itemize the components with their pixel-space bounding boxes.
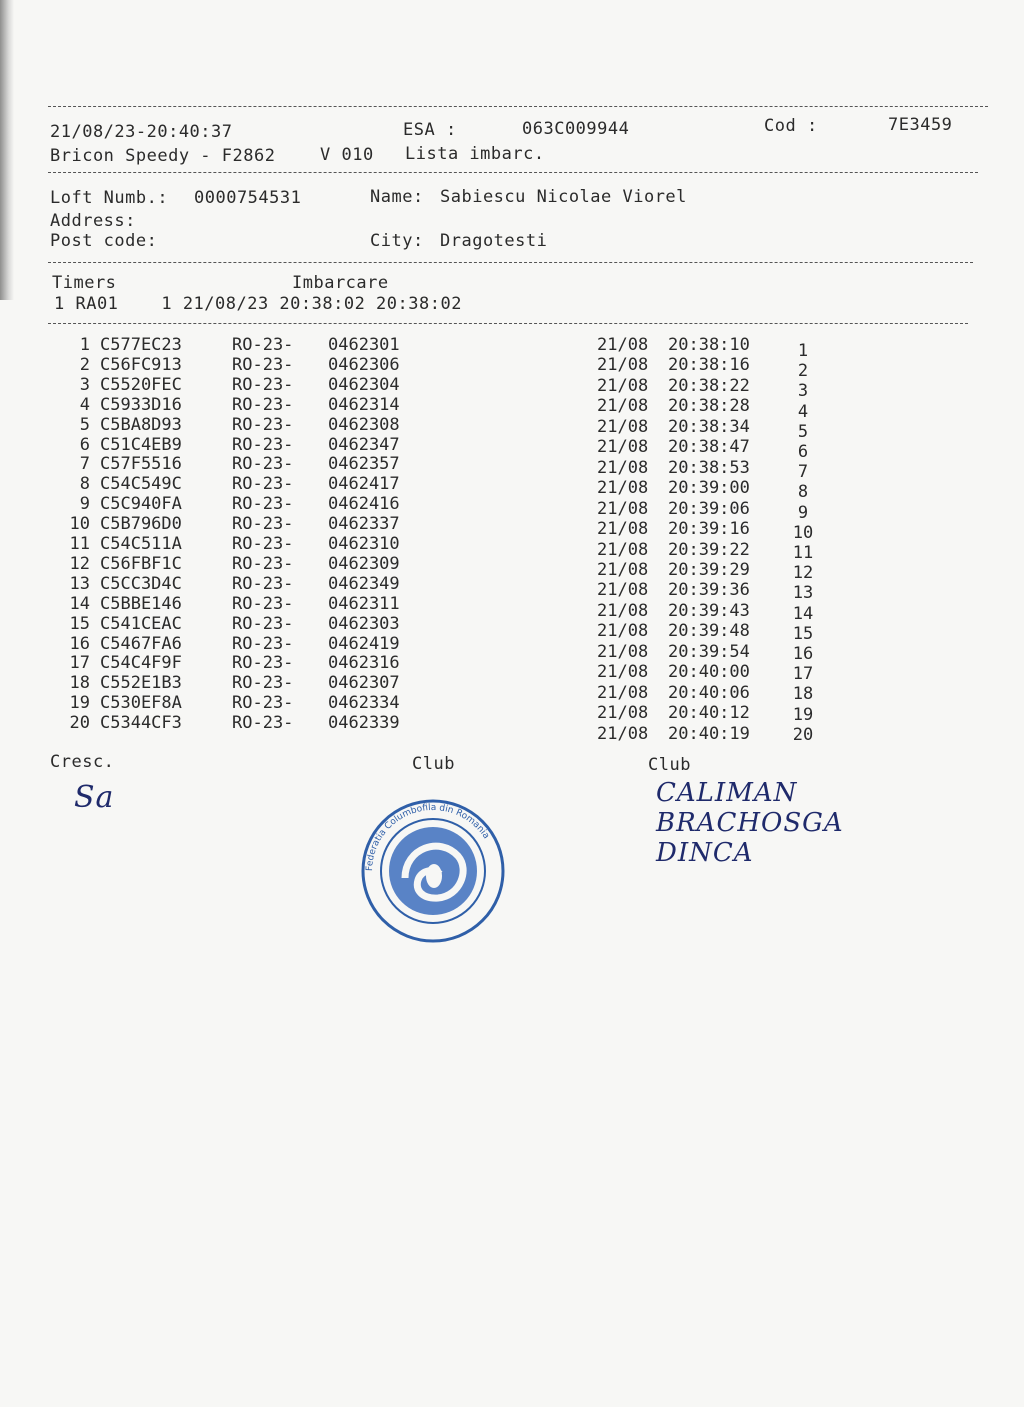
bird-index: 10 xyxy=(69,514,90,535)
club-label: Club xyxy=(412,754,455,774)
sequence-number: 14 xyxy=(792,603,814,624)
bird-index: 12 xyxy=(69,553,90,574)
arrival-date: 21/08 xyxy=(597,498,649,519)
ring-prefix: RO-23- xyxy=(232,593,294,614)
arrival-time: 20:40:06 xyxy=(668,682,750,703)
bird-index: 15 xyxy=(69,613,90,634)
ring-number: 0462337 xyxy=(328,514,400,535)
ring-number: 0462316 xyxy=(328,653,400,674)
ring-prefix: RO-23- xyxy=(232,553,294,574)
ring-prefix: RO-23- xyxy=(232,613,294,634)
bird-index: 7 xyxy=(79,454,90,475)
ring-number: 0462303 xyxy=(328,613,400,634)
paper-edge-shadow xyxy=(0,0,14,300)
ring-code: C530EF8A xyxy=(100,693,182,714)
ring-number: 0462311 xyxy=(328,593,400,614)
club-stamp xyxy=(360,798,506,944)
ring-code: C552E1B3 xyxy=(100,673,182,694)
sequence-number: 5 xyxy=(797,421,809,442)
bird-index: 1 xyxy=(79,335,90,355)
arrival-time: 20:39:54 xyxy=(668,641,750,662)
loft-label: Loft Numb.: xyxy=(50,188,169,208)
bird-row xyxy=(0,454,1024,483)
ring-number: 0462349 xyxy=(328,573,400,594)
name-label: Name: xyxy=(370,187,424,207)
arrival-date: 21/08 xyxy=(597,457,649,478)
ring-prefix: RO-23- xyxy=(232,434,294,455)
ring-code: C5CC3D4C xyxy=(100,573,182,594)
ring-code: C54C549C xyxy=(100,474,182,495)
arrival-date: 21/08 xyxy=(597,335,649,355)
sequence-number: 16 xyxy=(792,644,814,664)
bird-row xyxy=(0,434,1024,462)
arrival-time: 20:39:06 xyxy=(668,498,750,519)
arrival-date: 21/08 xyxy=(597,396,649,417)
cresc-label: Cresc. xyxy=(50,752,115,772)
bird-index: 11 xyxy=(69,534,90,554)
bird-index: 14 xyxy=(69,593,90,614)
club-label: Club xyxy=(648,755,691,775)
address-label: Address: xyxy=(50,211,136,231)
arrival-date: 21/08 xyxy=(597,682,649,703)
ring-code: C5467FA6 xyxy=(100,633,182,654)
loft-number: 0000754531 xyxy=(194,188,302,208)
arrival-time: 20:39:36 xyxy=(668,580,750,601)
firmware-version: V 010 xyxy=(320,145,374,165)
list-title: Lista imbarc. xyxy=(405,144,545,164)
owner-name: Sabiescu Nicolae Viorel xyxy=(440,187,687,207)
arrival-time: 20:40:19 xyxy=(668,723,750,744)
arrival-date: 21/08 xyxy=(597,355,649,376)
ring-code: C5520FEC xyxy=(100,374,182,395)
sequence-number: 12 xyxy=(792,563,814,584)
svg-text:Federatia Columbofila din Roma: Federatia Columbofila din Romania xyxy=(364,802,491,872)
arrival-date: 21/08 xyxy=(597,723,649,744)
club-signature-1: CALIMAN xyxy=(656,778,798,808)
bird-index: 17 xyxy=(69,653,90,674)
sequence-number: 15 xyxy=(792,623,814,644)
timers-label: Timers xyxy=(52,273,117,293)
sequence-number: 4 xyxy=(797,401,809,422)
ring-number: 0462314 xyxy=(328,394,400,415)
ring-code: C54C511A xyxy=(100,534,182,554)
sequence-number: 7 xyxy=(797,462,809,483)
esa-label: ESA : xyxy=(403,120,457,140)
bird-index: 13 xyxy=(69,573,90,594)
ring-prefix: RO-23- xyxy=(232,374,294,395)
ring-prefix: RO-23- xyxy=(232,633,294,654)
ring-number: 0462339 xyxy=(328,713,400,734)
sequence-number: 19 xyxy=(792,704,814,725)
arrival-date: 21/08 xyxy=(597,662,649,683)
sequence-number: 8 xyxy=(797,482,809,503)
bird-row xyxy=(0,414,1024,442)
ring-prefix: RO-23- xyxy=(232,414,294,435)
ring-number: 0462334 xyxy=(328,693,400,714)
arrival-date: 21/08 xyxy=(597,478,649,499)
ring-prefix: RO-23- xyxy=(232,713,294,734)
divider xyxy=(48,172,978,173)
bird-row xyxy=(0,534,1024,563)
bird-row xyxy=(0,474,1024,503)
bird-index: 19 xyxy=(69,693,90,714)
ring-code: C5C940FA xyxy=(100,494,182,515)
sequence-number: 13 xyxy=(792,583,814,604)
bird-index: 4 xyxy=(79,394,90,415)
sequence-number: 3 xyxy=(797,381,809,402)
ring-number: 0462310 xyxy=(328,534,400,554)
arrival-time: 20:38:53 xyxy=(668,457,750,478)
ring-number: 0462416 xyxy=(328,494,400,515)
arrival-date: 21/08 xyxy=(597,416,649,437)
ring-code: C56FC913 xyxy=(100,354,182,375)
device-name: Bricon Speedy - F2862 xyxy=(50,146,276,166)
ring-code: C5344CF3 xyxy=(100,713,182,734)
arrival-date: 21/08 xyxy=(597,621,649,642)
ring-number: 0462306 xyxy=(328,354,400,375)
ring-prefix: RO-23- xyxy=(232,394,294,415)
ring-number: 0462307 xyxy=(328,673,400,694)
arrival-time: 20:38:34 xyxy=(668,416,750,437)
arrival-date: 21/08 xyxy=(597,539,649,560)
sequence-number: 18 xyxy=(792,684,814,705)
bird-index: 9 xyxy=(79,494,90,515)
bird-row xyxy=(0,713,1024,745)
ring-number: 0462304 xyxy=(328,374,400,395)
ring-prefix: RO-23- xyxy=(232,454,294,475)
arrival-date: 21/08 xyxy=(597,519,649,540)
arrival-time: 20:38:47 xyxy=(668,437,750,458)
postcode-label: Post code: xyxy=(50,231,158,251)
esa-value: 063C009944 xyxy=(522,119,630,139)
arrival-time: 20:39:00 xyxy=(668,478,750,499)
club-signature-3: DINCA xyxy=(656,838,754,868)
bird-index: 18 xyxy=(69,673,90,694)
ring-number: 0462419 xyxy=(328,633,400,654)
bird-row xyxy=(0,374,1024,402)
ring-code: C5933D16 xyxy=(100,394,182,415)
bird-index: 16 xyxy=(69,633,90,654)
sequence-number: 9 xyxy=(797,502,809,523)
ring-number: 0462357 xyxy=(328,454,400,475)
bird-row xyxy=(0,394,1024,422)
ring-prefix: RO-23- xyxy=(232,354,294,375)
ring-code: C54C4F9F xyxy=(100,653,182,674)
city-label: City: xyxy=(370,231,424,251)
divider xyxy=(48,106,988,107)
bird-row xyxy=(0,335,1024,361)
arrival-time: 20:38:16 xyxy=(668,355,750,376)
arrival-time: 20:38:28 xyxy=(668,396,750,417)
cresc-signature: Sa xyxy=(74,780,115,815)
divider xyxy=(48,323,968,324)
divider xyxy=(48,262,973,263)
ring-prefix: RO-23- xyxy=(232,335,294,355)
arrival-time: 20:40:00 xyxy=(668,662,750,683)
bird-row xyxy=(0,514,1024,543)
arrival-date: 21/08 xyxy=(597,375,649,396)
arrival-time: 20:39:16 xyxy=(668,519,750,540)
ring-code: C51C4EB9 xyxy=(100,434,182,455)
sequence-number: 20 xyxy=(792,724,814,745)
ring-code: C56FBF1C xyxy=(100,553,182,574)
bird-index: 3 xyxy=(79,374,90,395)
arrival-date: 21/08 xyxy=(597,703,649,724)
timer-line: 1 RA01 1 21/08/23 20:38:02 20:38:02 xyxy=(54,294,462,314)
ring-number: 0462308 xyxy=(328,414,400,435)
arrival-time: 20:40:12 xyxy=(668,703,750,724)
ring-prefix: RO-23- xyxy=(232,514,294,535)
arrival-time: 20:39:43 xyxy=(668,600,750,621)
bird-index: 20 xyxy=(69,713,90,734)
ring-code: C541CEAC xyxy=(100,613,182,634)
arrival-date: 21/08 xyxy=(597,580,649,601)
sequence-number: 10 xyxy=(792,522,814,543)
ring-prefix: RO-23- xyxy=(232,534,294,554)
ring-prefix: RO-23- xyxy=(232,573,294,594)
arrival-time: 20:38:22 xyxy=(668,375,750,396)
arrival-date: 21/08 xyxy=(597,641,649,662)
bird-row xyxy=(0,494,1024,523)
ring-code: C577EC23 xyxy=(100,335,182,355)
report-datetime: 21/08/23-20:40:37 xyxy=(50,122,233,142)
ring-prefix: RO-23- xyxy=(232,673,294,694)
arrival-time: 20:39:22 xyxy=(668,539,750,560)
bird-row xyxy=(0,354,1024,382)
ring-number: 0462301 xyxy=(328,335,400,355)
ring-number: 0462347 xyxy=(328,434,400,455)
arrival-time: 20:38:10 xyxy=(668,335,750,355)
arrival-date: 21/08 xyxy=(597,559,649,580)
sequence-number: 17 xyxy=(792,664,814,685)
ring-code: C5BBE146 xyxy=(100,593,182,614)
ring-prefix: RO-23- xyxy=(232,474,294,495)
bird-index: 2 xyxy=(79,354,90,375)
arrival-time: 20:39:48 xyxy=(668,621,750,642)
ring-prefix: RO-23- xyxy=(232,494,294,515)
sequence-number: 2 xyxy=(797,361,809,382)
sequence-number: 1 xyxy=(797,341,809,361)
sequence-number: 11 xyxy=(792,543,814,563)
imbarcare-label: Imbarcare xyxy=(292,273,389,293)
bird-index: 6 xyxy=(79,434,90,455)
sequence-number: 6 xyxy=(797,442,809,462)
ring-code: C5B796D0 xyxy=(100,514,182,535)
arrival-date: 21/08 xyxy=(597,600,649,621)
ring-code: C57F5516 xyxy=(100,454,182,475)
arrival-time: 20:39:29 xyxy=(668,559,750,580)
ring-prefix: RO-23- xyxy=(232,693,294,714)
cod-value: 7E3459 xyxy=(888,115,953,135)
bird-index: 8 xyxy=(79,474,90,495)
ring-prefix: RO-23- xyxy=(232,653,294,674)
club-signature-2: BRACHOSGA xyxy=(656,808,844,838)
ring-number: 0462309 xyxy=(328,553,400,574)
city-value: Dragotesti xyxy=(440,231,548,251)
arrival-date: 21/08 xyxy=(597,437,649,458)
ring-code: C5BA8D93 xyxy=(100,414,182,435)
ring-number: 0462417 xyxy=(328,474,400,495)
bird-index: 5 xyxy=(79,414,90,435)
cod-label: Cod : xyxy=(764,116,818,136)
